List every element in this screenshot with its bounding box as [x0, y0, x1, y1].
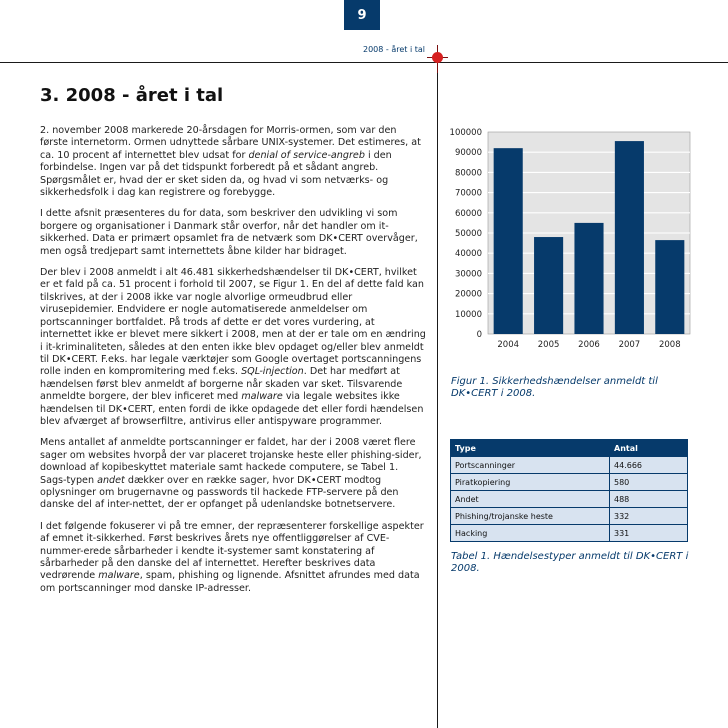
bar	[615, 141, 644, 334]
table-row	[451, 491, 688, 508]
table-cell-count: 44.666	[610, 457, 688, 474]
running-header: 2008 - året i tal	[363, 45, 425, 54]
table-row	[451, 508, 688, 525]
bar	[655, 240, 684, 334]
y-tick-label: 70000	[454, 188, 482, 199]
x-tick-label: 2004	[497, 340, 520, 350]
x-tick-label: 2007	[618, 340, 641, 350]
incident-type-table	[450, 439, 688, 542]
emphasis-text: malware	[98, 570, 140, 582]
table-cell-count: 580	[610, 474, 688, 491]
y-tick-label: 30000	[454, 269, 482, 280]
text-run: . Det har medført at hændelsen først blev anmeldt af borgerne når skaden var sket. Tilsvarende anmeldte borgere, der blev inficeret med	[40, 366, 403, 403]
text-run: Mens antallet af anmeldte portscanninger er faldet, har der i 2008 været flere sager om websites hvorpå der var placeret trojanske heste eller phishing-sider, download af kopibeskyttet materiale samt hackede computere, se Tabel 1. Sags-typen	[40, 437, 422, 486]
body-paragraph	[40, 521, 426, 595]
y-tick-label: 10000	[454, 309, 482, 320]
body-paragraph	[40, 125, 426, 199]
text-run: Der blev i 2008 anmeldt i alt 46.481 sikkerhedshændelser til DK•CERT, hvilket er et fald på ca. 51 procent i forhold til 2007, se Figur 1. En del af dette fald kan tilskrives, at der i 2008 ikke var nogle alvorlige ormeudbrud eller virusepidemier. Endvidere er nogle automatiserede anmeldelser om portscanninger bortfaldet. På trods af dette er det vores vurdering, at internettet ikke er blevet mere sikkert i 2008, men at der er tale om en ændring i it-kriminaliteten, således at den enten ikke blev opdaget og/eller blev anmeldt til DK•CERT. F.eks. har legale værktøjer som Google overtaget portscanningens rolle inden en kompromitering med f.eks.	[40, 267, 426, 378]
table-row	[451, 457, 688, 474]
column-header-count: Antal	[610, 440, 688, 457]
text-run: , spam, phishing og lignende. Afsnittet afrundes med data om portscanninger mod danske IP-adresser.	[40, 570, 420, 594]
section-heading: 3. 2008 - året i tal	[40, 85, 224, 106]
table-cell-type: Phishing/trojanske heste	[451, 508, 610, 525]
body-paragraph	[40, 437, 426, 511]
column-divider	[437, 62, 438, 728]
table-cell-count: 488	[610, 491, 688, 508]
table-cell-count: 331	[610, 525, 688, 542]
table-cell-type: Hacking	[451, 525, 610, 542]
emphasis-text: SQL-injection	[241, 366, 304, 378]
y-tick-label: 80000	[454, 168, 482, 179]
text-run: dækker over en række sager, hvor DK•CERT modtog oplysninger om brugernavne og passwords til hackede FTP-servere på den danske del af inter-nettet, der er opfanget på udenlandske botnetservere.	[40, 474, 399, 511]
bar	[574, 223, 603, 334]
figure-caption: Figur 1. Sikkerhedshændelser anmeldt til DK•CERT i 2008.	[451, 376, 658, 399]
body-text	[40, 125, 426, 604]
table-caption: Tabel 1. Hændelsestyper anmeldt til DK•CERT i 2008.	[451, 551, 689, 574]
incident-bar-chart	[448, 126, 698, 356]
table-row	[451, 525, 688, 542]
y-tick-label: 50000	[454, 229, 482, 239]
bar	[494, 148, 523, 334]
y-tick-label: 20000	[454, 289, 482, 300]
x-tick-label: 2006	[578, 340, 600, 350]
y-tick-label: 100000	[449, 128, 482, 138]
body-paragraph	[40, 208, 426, 258]
emphasis-text: malware	[241, 391, 283, 403]
text-run: 2. november 2008 markerede 20-årsdagen for Morris-ormen, som var den første internetorm. Ormen udnyttede sårbare UNIX-systemer. Det estimeres, at ca. 10 procent af internettet blev udsat for	[40, 125, 421, 161]
page-number-box	[344, 0, 380, 30]
y-tick-label: 40000	[454, 249, 482, 260]
emphasis-text: denial of service-angreb	[248, 149, 365, 161]
y-tick-label: 0	[476, 330, 482, 340]
table-cell-type: Portscanninger	[451, 457, 610, 474]
emphasis-text: andet	[97, 474, 125, 486]
text-run: I dette afsnit præsenteres du for data, som beskriver den udvikling vi som borgere og organisationer i Danmark står overfor, når det handler om it-sikkerhed. Data er primært opsamlet fra de netværk som DK•CERT overvåger, men også tredjepart samt internettets åbne kilder har bidraget.	[40, 208, 418, 257]
table-cell-type: Piratkopiering	[451, 474, 610, 491]
x-tick-label: 2008	[658, 340, 681, 350]
text-run: I det følgende fokuserer vi på tre emner, der repræsenterer forskellige aspekter af emnet it-sikkerhed. Først beskrives årets nye offentliggørelser af CVE-nummer-erede sårbarheder i kendte it-systemer samt konstatering af sårbarheder på den danske del af internettet. Herefter beskrives data vedrørende	[40, 520, 424, 582]
table-cell-type: Andet	[451, 491, 610, 508]
x-tick-label: 2005	[537, 340, 560, 350]
header-rule	[0, 62, 728, 63]
bar	[534, 237, 563, 334]
table-row	[451, 474, 688, 491]
text-run: via legale websites ikke hændelsen til DK•CERT, enten fordi de ikke opdagede det eller fordi hændelsen blev afværget af browserfiltre, antivirus eller antispyware programmer.	[40, 391, 424, 427]
table-header-row	[451, 440, 688, 457]
body-paragraph	[40, 267, 426, 428]
text-run: i den forbindelse. Ingen var på det tidspunkt forberedt på et sådant angreb. Spørgsmålet er, hvad der er sket siden da, og hvad vi som netværks- og sikkerhedsfolk i dag kan registrere og forebygge.	[40, 149, 392, 199]
y-tick-label: 90000	[454, 148, 482, 159]
y-tick-label: 60000	[454, 208, 482, 219]
table-cell-count: 332	[610, 508, 688, 525]
page-number: 9	[357, 7, 367, 23]
column-header-type: Type	[451, 440, 610, 457]
registration-mark-icon	[432, 52, 443, 63]
